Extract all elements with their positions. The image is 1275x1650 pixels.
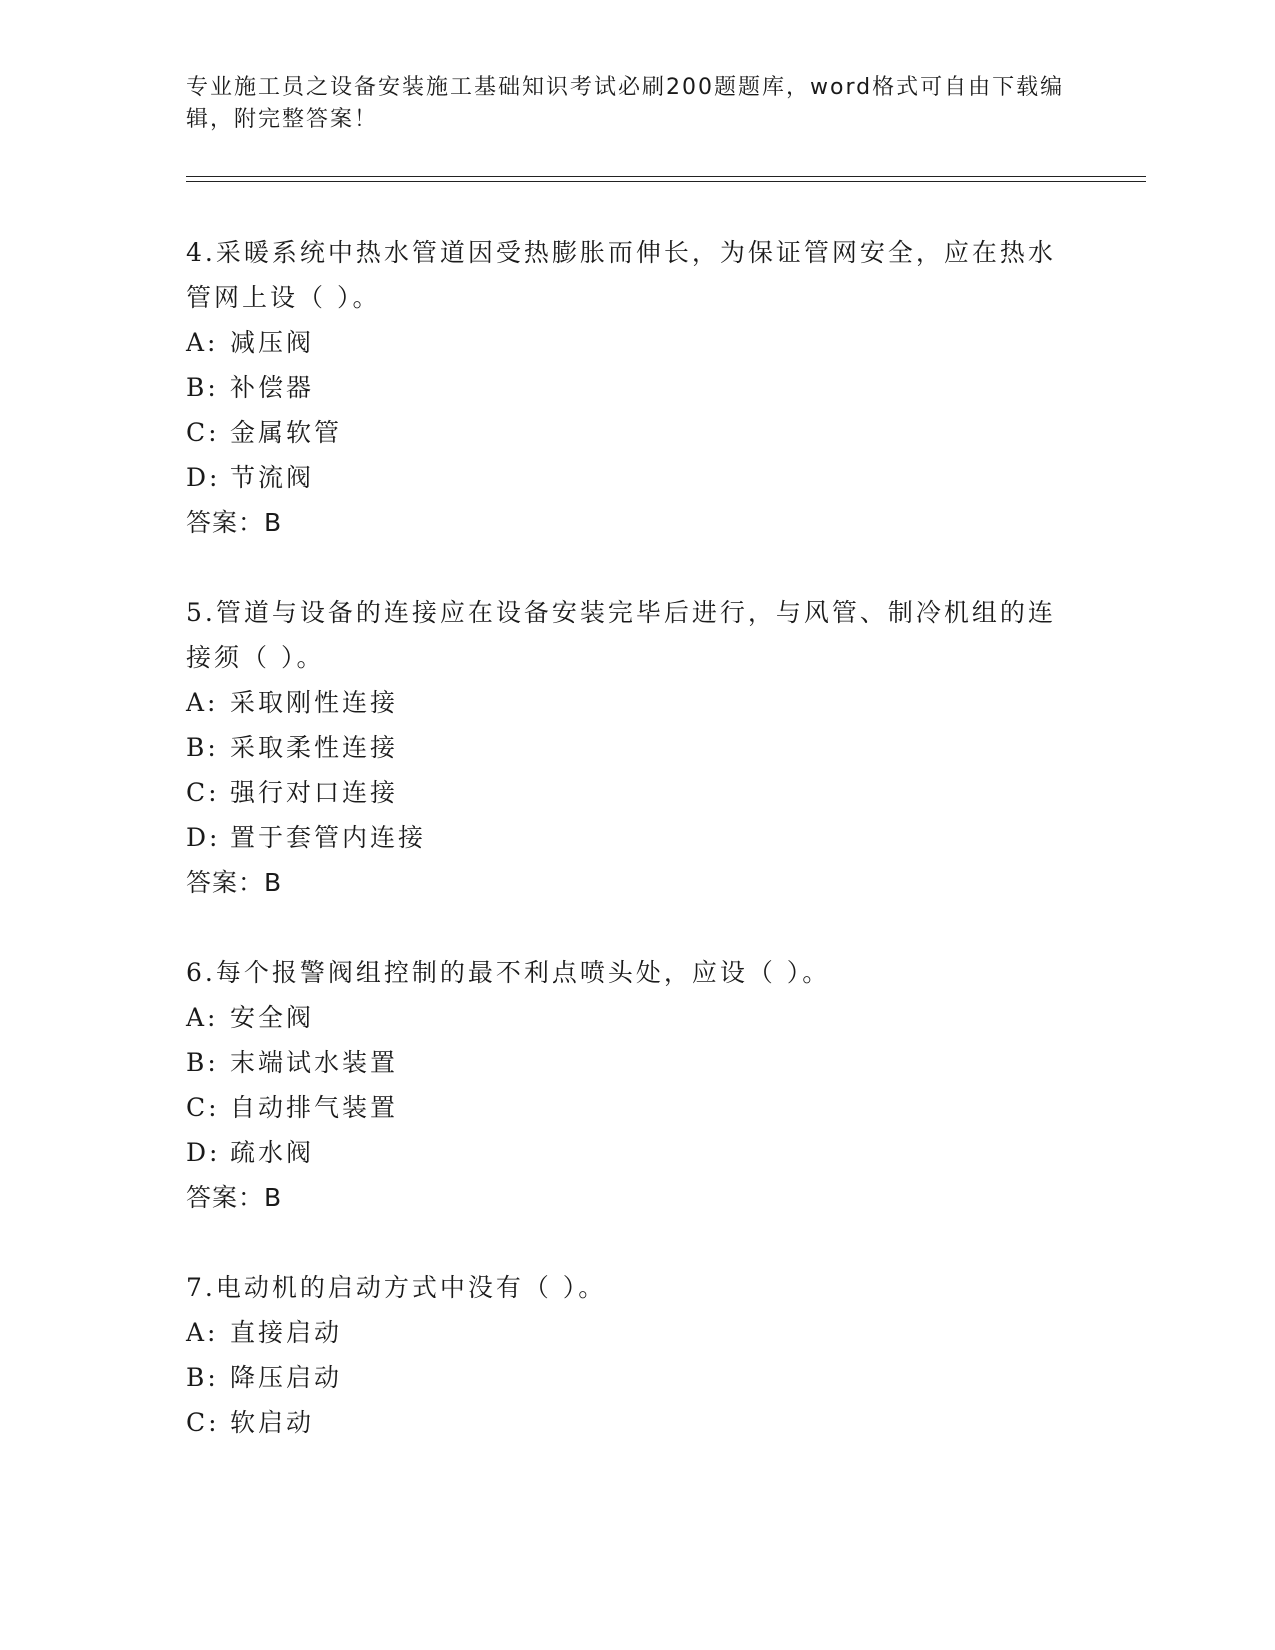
option-text: 补偿器 [230, 373, 315, 402]
question-7 [186, 1265, 1066, 1445]
option-text: 软启动 [230, 1408, 315, 1437]
option-a [186, 1310, 1066, 1355]
option-text: 金属软管 [230, 418, 343, 447]
page-header: 专业施工员之设备安装施工基础知识考试必刷200题题库，word格式可自由下载编辑，附完整答案！ [186, 75, 1065, 132]
answer: 答案：B [186, 1183, 283, 1212]
option-text: 减压阀 [230, 328, 315, 357]
option-d [186, 1130, 1066, 1175]
option-text: 节流阀 [230, 463, 315, 492]
question-stem: 4.采暖系统中热水管道因受热膨胀而伸长，为保证管网安全，应在热水管网上设（ ）。 [186, 238, 1056, 312]
option-b [186, 1355, 1066, 1400]
option-label: A: [186, 1318, 219, 1347]
question-6 [186, 950, 1066, 1220]
question-list [186, 230, 1066, 1490]
option-label: B: [186, 733, 219, 762]
option-c [186, 1400, 1066, 1445]
question-stem: 7.电动机的启动方式中没有（ ）。 [186, 1273, 607, 1302]
option-label: B: [186, 373, 219, 402]
option-text: 末端试水装置 [230, 1048, 399, 1077]
option-label: A: [186, 328, 219, 357]
option-label: A: [186, 688, 219, 717]
option-text: 直接启动 [230, 1318, 343, 1347]
option-label: D: [186, 823, 221, 852]
option-label: C: [186, 1093, 220, 1122]
option-text: 置于套管内连接 [230, 823, 427, 852]
option-b [186, 725, 1066, 770]
answer: 答案：B [186, 508, 283, 537]
question-5 [186, 590, 1066, 905]
header-double-rule [186, 176, 1146, 182]
option-a [186, 320, 1066, 365]
option-a [186, 995, 1066, 1040]
option-text: 安全阀 [230, 1003, 315, 1032]
option-label: B: [186, 1363, 219, 1392]
option-c [186, 410, 1066, 455]
option-text: 采取柔性连接 [230, 733, 399, 762]
option-b [186, 1040, 1066, 1085]
option-d [186, 455, 1066, 500]
option-label: B: [186, 1048, 219, 1077]
option-a [186, 680, 1066, 725]
option-c [186, 770, 1066, 815]
option-label: C: [186, 778, 220, 807]
option-label: D: [186, 1138, 221, 1167]
option-label: D: [186, 463, 221, 492]
option-text: 疏水阀 [230, 1138, 315, 1167]
answer: 答案：B [186, 868, 283, 897]
question-4 [186, 230, 1066, 545]
option-text: 采取刚性连接 [230, 688, 399, 717]
option-text: 强行对口连接 [230, 778, 399, 807]
question-stem: 6.每个报警阀组控制的最不利点喷头处，应设（ ）。 [186, 958, 831, 987]
option-label: A: [186, 1003, 219, 1032]
option-text: 自动排气装置 [230, 1093, 399, 1122]
option-c [186, 1085, 1066, 1130]
option-text: 降压启动 [230, 1363, 343, 1392]
question-stem: 5.管道与设备的连接应在设备安装完毕后进行，与风管、制冷机组的连接须（ ）。 [186, 598, 1056, 672]
option-label: C: [186, 418, 220, 447]
option-d [186, 815, 1066, 860]
option-label: C: [186, 1408, 220, 1437]
option-b [186, 365, 1066, 410]
